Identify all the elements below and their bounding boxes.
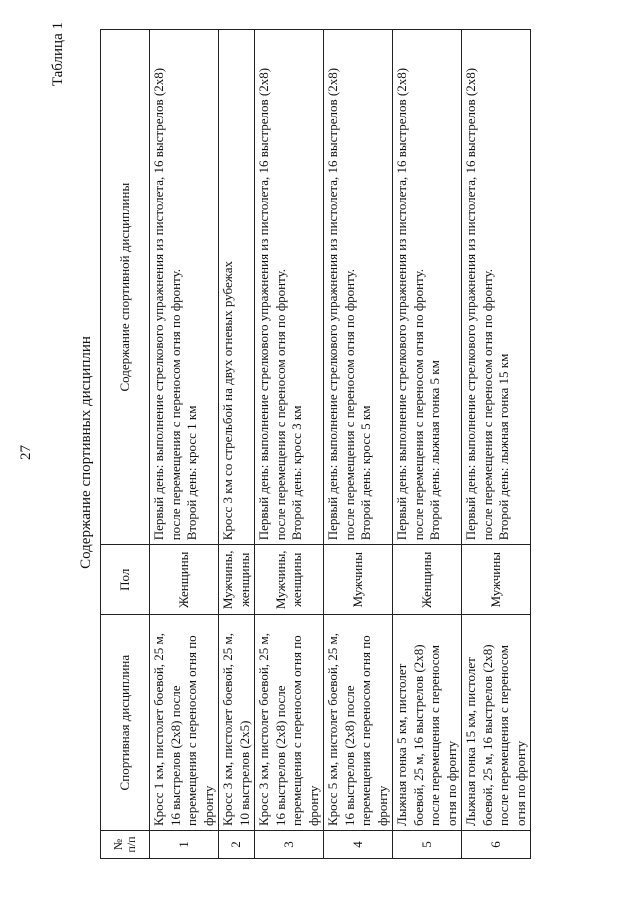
row-number: 4 [324,831,393,859]
row-sex: Женщины [150,545,219,615]
table-row [255,30,324,859]
content-line: Первый день: выполнение стрелкового упражнения из пистолета, 16 выстрелов (2х8) после перемещения с переносом огня по фронту. [151,67,183,541]
page-number: 27 [18,445,34,460]
content-line: Второй день: кросс 3 км [289,405,304,541]
row-number: 3 [255,831,324,859]
content-line: Первый день: выполнение стрелкового упражнения из пистолета, 16 выстрелов (2х8) после перемещения с переносом огня по фронту. [394,67,426,541]
content-line: Первый день: выполнение стрелкового упражнения из пистолета, 16 выстрелов (2х8) после перемещения с переносом огня по фронту. [325,67,357,541]
content-line: Второй день: кросс 5 км [358,405,373,541]
header-row [101,30,150,859]
row-content [150,30,219,545]
table-row [324,30,393,859]
table-title: Содержание спортивных дисциплин [78,336,94,569]
row-discipline: Кросс 5 км, пистолет боевой, 25 м, 16 выстрелов (2х8) после перемещения с переносом огня по фронту [324,615,393,831]
header-number-abbr: п/п [124,836,138,853]
disciplines-table [100,29,531,859]
row-discipline: Лыжная гонка 15 км, пистолет боевой, 25 м, 16 выстрелов (2х8) после перемещения с переносом огня по фронту [462,615,531,831]
row-content [324,30,393,545]
header-discipline: Спортивная дисциплина [101,615,150,831]
content-line: Второй день: лыжная гонка 5 км [427,360,442,541]
row-sex: Мужчины [462,545,531,615]
row-sex: Мужчины, женщины [255,545,324,615]
table-row [393,30,462,859]
content-line: Первый день: выполнение стрелкового упражнения из пистолета, 16 выстрелов (2х8) после перемещения с переносом огня по фронту. [256,67,288,541]
row-content [393,30,462,545]
header-number-symbol: № [111,838,125,851]
table-row [150,30,219,859]
row-number: 2 [219,831,255,859]
row-discipline: Лыжная гонка 5 км, пистолет боевой, 25 м, 16 выстрелов (2х8) после перемещения с переносом огня по фронту [393,615,462,831]
table-row [219,30,255,859]
header-content: Содержание спортивной дисциплины [101,30,150,545]
row-discipline: Кросс 1 км, пистолет боевой, 25 м, 16 выстрелов (2х8) после перемещения с переносом огня по фронту [150,615,219,831]
row-content [255,30,324,545]
row-discipline: Кросс 3 км, пистолет боевой, 25 м, 10 выстрелов (2х5) [219,615,255,831]
row-sex: Женщины [393,545,462,615]
table-header [101,30,150,859]
table-row [462,30,531,859]
content-line: Второй день: лыжная гонка 15 км [496,353,511,541]
row-sex: Мужчины [324,545,393,615]
content-line: Первый день: выполнение стрелкового упражнения из пистолета, 16 выстрелов (2х8) после перемещения с переносом огня по фронту. [463,67,495,541]
content-line: Кросс 3 км со стрельбой на двух огневых рубежах [220,260,235,541]
table-label: Таблица 1 [50,22,66,87]
header-sex: Пол [101,545,150,615]
row-number: 1 [150,831,219,859]
row-number: 6 [462,831,531,859]
row-number: 5 [393,831,462,859]
row-content [462,30,531,545]
content-line: Второй день: кросс 1 км [184,405,199,541]
row-sex: Мужчины, женщины [219,545,255,615]
row-content [219,30,255,545]
row-discipline: Кросс 3 км, пистолет боевой, 25 м, 16 выстрелов (2х8) после перемещения с переносом огня по фронту [255,615,324,831]
header-number [101,831,150,859]
table-body [150,30,531,859]
